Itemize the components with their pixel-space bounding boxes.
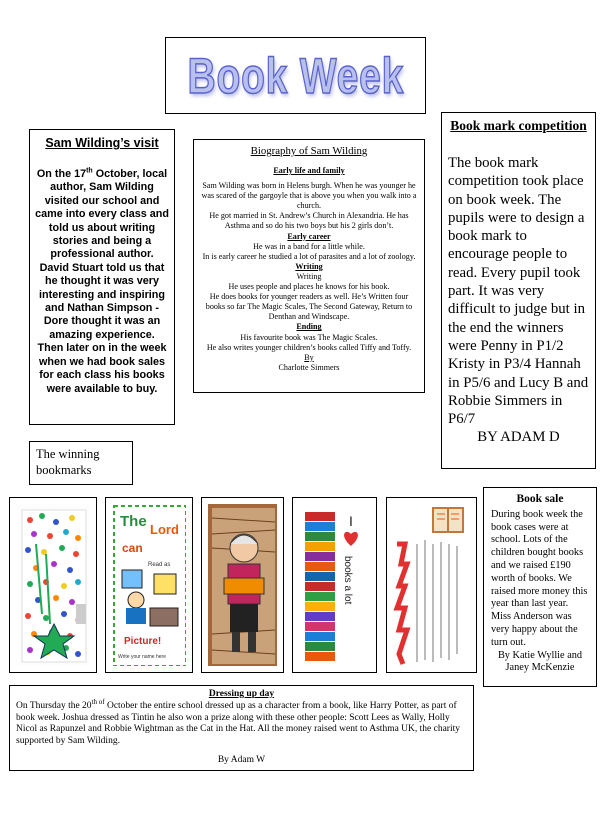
title-banner — [165, 37, 426, 114]
biography-article — [193, 139, 425, 393]
bookmark-competition-author: BY ADAM D — [477, 429, 560, 446]
dressing-up-body-sup: th of — [91, 697, 105, 706]
visit-paragraph-2: David Stuart told us that he thought it was very interesting and inspiring and Nathan Simpson - Dore thought it was an amazing experience. — [39, 261, 165, 341]
early-life-text-1: Sam Wilding was born in Helens burgh. When he was younger he was scared of the gargoyle that is above you when you walk into a church. — [201, 181, 417, 211]
bookmark-4-artwork — [299, 504, 370, 666]
bookmark-2-text-5: Picture! — [124, 636, 162, 647]
career-text-2: In is early career he studied a lot of parasites and a lot of zoology. — [202, 251, 416, 261]
ending-text-2: He also writes younger children’s books called Tiffy and Toffy. — [206, 342, 412, 352]
visit-heading: Sam Wilding’s visit — [45, 136, 159, 150]
book-sale-body: During book week the book cases were at school. Lots of the children bought books and we raised £190 worth of books. We raised more money this year than last year. Miss Anderson was very happy about the turn out. — [491, 508, 588, 648]
biography-heading: Biography of Sam Wilding — [250, 145, 368, 157]
page-title: Book Week — [187, 47, 404, 104]
bookmark-2-text-6: Write your name here — [118, 654, 166, 660]
ending-text-1: His favourite book was The Magic Scales. — [240, 332, 378, 342]
bookmark-image-2 — [105, 497, 193, 673]
bookmark-image-4 — [292, 497, 377, 673]
bookmark-image-5 — [386, 497, 477, 673]
biography-author: Charlotte Simmers — [278, 362, 340, 372]
career-heading: Early career — [287, 231, 331, 241]
book-sale-author: By Katie Wyllie and Janey McKenzie — [497, 649, 583, 674]
ending-heading: Ending — [296, 322, 322, 332]
bookmark-5-artwork — [393, 504, 470, 666]
visit-p1-start: On the 17 — [36, 168, 87, 180]
dressing-up-author: By Adam W — [217, 754, 266, 765]
bookmark-2-text-3: can — [122, 541, 143, 555]
bookmark-competition-heading: Book mark competition — [450, 118, 587, 133]
dressing-up-body-start: On Thursday the 20 — [16, 700, 92, 711]
writing-text-1: Writing — [296, 271, 322, 281]
writing-text-2: He uses people and places he knows for his book. — [228, 282, 390, 292]
bookmark-image-1 — [9, 497, 97, 673]
bookmark-2-text-1: The — [120, 513, 147, 530]
visit-paragraph-3: Then later on in the week when we had book sales for each class his books were available to buy. — [37, 342, 167, 395]
dressing-up-body — [16, 697, 467, 748]
bookmark-2-text-4: Read as — [148, 562, 171, 568]
writing-heading: Writing — [295, 261, 323, 271]
book-sale-heading: Book sale — [516, 493, 564, 505]
bookmark-2-text-2: Lord — [150, 522, 179, 537]
early-life-heading: Early life and family — [273, 166, 345, 175]
visit-article — [29, 129, 175, 425]
biography-by: By — [304, 352, 314, 362]
bookmark-1-artwork — [16, 504, 90, 666]
bookmark-2-artwork — [112, 504, 186, 666]
bookmark-competition-body: The book mark competition took place on book week. The pupils were to design a book mark to encourage people to read. Every pupil took part. It was very difficult to judge but in the end the winners were Penny in P1/2 Kristy in P3/4 Hannah in P5/6 and Lucy B and Robbie Simmers in P6/7 — [448, 155, 589, 428]
career-text-1: He was in a band for a little while. — [253, 241, 365, 251]
writing-text-3: He does books for younger readers as well. He’s Written four books so far The Magic Scales, The Second Gateway, Return to Denthan and Windscape. — [205, 292, 413, 322]
visit-paragraph-1 — [35, 168, 169, 262]
visit-p1-sup: th — [86, 167, 93, 175]
winning-bookmarks-label: The winning bookmarks — [29, 441, 133, 485]
dressing-up-article — [9, 685, 474, 771]
bookmark-4-text-1: I — [349, 513, 353, 529]
bookmark-4-text-2: books a lot — [342, 556, 353, 605]
bookmark-3-artwork — [208, 504, 277, 666]
early-life-text-2: He got married in St. Andrew’s Church in Alexandria. He has Asthma and so do his two boys but his 2 girls don’t. — [209, 211, 409, 231]
bookmark-image-3 — [201, 497, 284, 673]
dressing-up-heading: Dressing up day — [208, 689, 275, 699]
dressing-up-body-end: October the entire school dressed up as a character from a book, like Harry Potter, as part of book week. Joshua dressed as Tintin he also won a prize along with these other people: Scott Lees as Wally, Holly Nicol as Rapunzel and Robbie Wightman as the Cat in the Hat. All the money raised went to Asthma UK, the charity supported by Sam Wilding. — [16, 700, 460, 747]
bookmark-competition-article — [441, 112, 596, 469]
book-sale-article — [483, 487, 597, 687]
visit-p1-end: October, local author, Sam Wilding visited our school and came into every class and told us about writing stories and being a professional author. — [35, 168, 169, 261]
